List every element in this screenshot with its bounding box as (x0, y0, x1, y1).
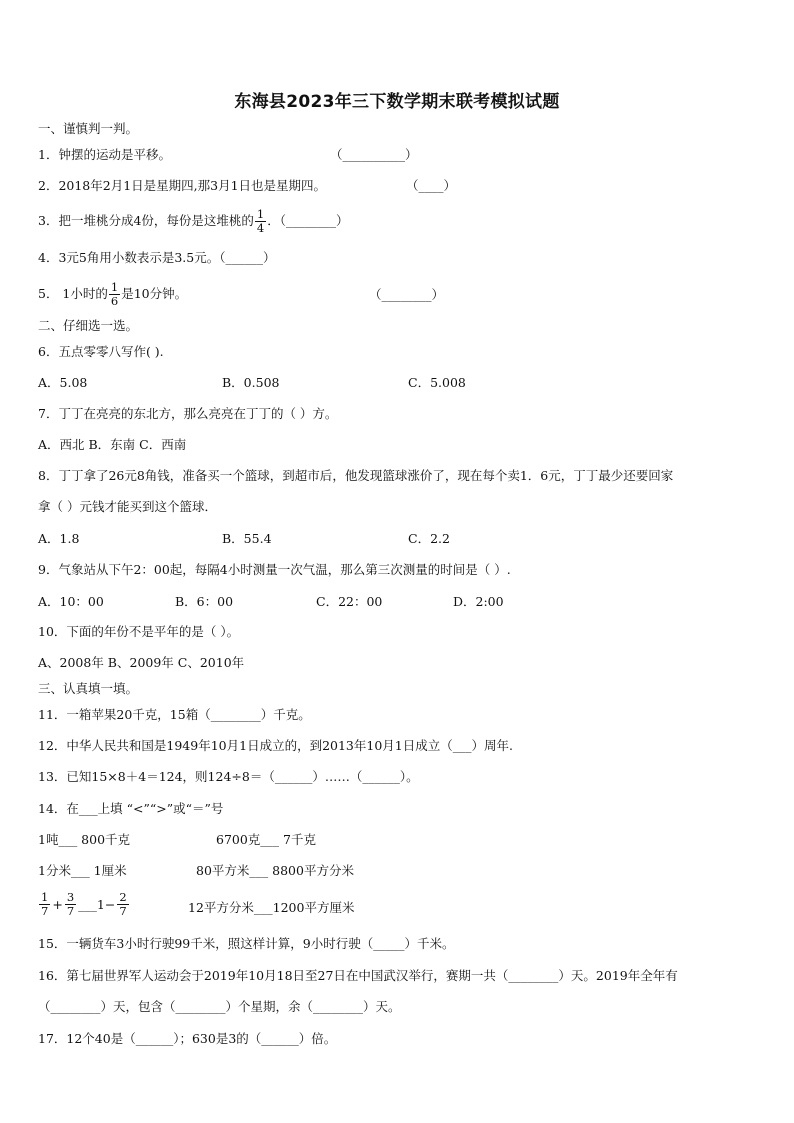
page-title: 东海县2023年三下数学期末联考模拟试题 (234, 92, 560, 112)
question-2 (38, 178, 326, 194)
answer-blank: （__________） (330, 147, 418, 162)
question-text: 1．钟摆的运动是平移。 (38, 147, 171, 162)
question-16-cont: （________）天，包含（________）个星期，余（________）天。 (38, 999, 401, 1014)
fraction: $\frac{1}{7}$ (41, 890, 49, 918)
section-heading: 一、谨慎判一判。 (38, 121, 139, 136)
compare-item: 80平方米___ 8800平方分米 (196, 863, 354, 878)
answer-blank: （____） (406, 178, 457, 193)
fraction: $\frac{1}{6}$ (110, 280, 119, 308)
answer-blank: （________） (369, 287, 445, 302)
question-7: 7．丁丁在亮亮的东北方，那么亮亮在丁丁的（ ）方。 (38, 406, 338, 421)
section-heading: 二、仔细选一选。 (38, 318, 139, 333)
option-a: A．5.08 (38, 375, 88, 390)
question-15: 15．一辆货车3小时行驶99千米，照这样计算，9小时行驶（_____）千米。 (38, 936, 455, 951)
compare-item: 1吨___ 800千克 (38, 832, 131, 847)
options-row: A．西北 B．东南 C．西南 (38, 437, 187, 452)
question-8: 8．丁丁拿了26元8角钱，准备买一个篮球，到超市后，他发现篮球涨价了，现在每个卖1．6元，丁丁最少还要回家 (38, 468, 674, 483)
option-b: B．0.508 (222, 375, 280, 390)
fraction: $\frac{1}{4}$ (256, 207, 265, 235)
question-text: ．（________） (267, 213, 349, 228)
question-text: 5． 1小时的 (38, 286, 108, 301)
question-13: 13．已知15×8＋4＝124，则124÷8＝（______）……（______）。 (38, 769, 419, 784)
fraction: $\frac{2}{7}$ (119, 890, 127, 918)
question-6: 6．五点零零八写作( ). (38, 344, 164, 359)
question-text: 是10分钟。 (121, 286, 188, 301)
option-b: B．6：00 (175, 594, 234, 609)
question-3 (38, 206, 349, 236)
question-8-cont: 拿（ ）元钱才能买到这个篮球． (38, 499, 217, 514)
question-10: 10．下面的年份不是平年的是（ ）。 (38, 624, 240, 639)
question-14: 14．在___上填 “<”“>”或“＝”号 (38, 801, 224, 816)
option-c: C．2.2 (408, 531, 450, 546)
question-4: 4．3元5角用小数表示是3.5元。（______） (38, 250, 276, 265)
question-12: 12．中华人民共和国是1949年10月1日成立的，到2013年10月1日成立（___）周年. (38, 738, 513, 753)
option-d: D．2:00 (453, 594, 504, 609)
option-c: C．22：00 (316, 594, 383, 609)
question-11: 11．一箱苹果20千克，15箱（________）千克。 (38, 707, 311, 722)
question-17: 17．12个40是（______）；630是3的（______）倍。 (38, 1031, 337, 1046)
section-heading: 三、认真填一填。 (38, 681, 139, 696)
fraction: $\frac{3}{7}$ (66, 890, 75, 918)
option-a: A．1.8 (38, 531, 80, 546)
question-1 (38, 147, 171, 163)
fraction-compare: $\frac{1}{7}$ + $\frac{3}{7}$ ___1− $\frac{2}{7}$ (41, 890, 127, 918)
compare-item: 1分米___ 1厘米 (38, 863, 127, 878)
option-c: C．5.008 (408, 375, 466, 390)
question-text: 2．2018年2月1日是星期四,那3月1日也是星期四。 (38, 178, 327, 193)
option-a: A．10：00 (38, 594, 104, 609)
options-row: A、2008年 B、2009年 C、2010年 (38, 655, 245, 670)
option-b: B．55.4 (222, 531, 272, 546)
question-5 (38, 279, 187, 309)
compare-item: 12平方分米___1200平方厘米 (188, 900, 355, 915)
question-text: 3．把一堆桃分成4份，每份是这堆桃的 (38, 213, 254, 228)
question-9: 9．气象站从下午2：00起，每隔4小时测量一次气温，那么第三次测量的时间是（ ）. (38, 562, 511, 577)
compare-item: 6700克___ 7千克 (216, 832, 316, 847)
question-16: 16．第七届世界军人运动会于2019年10月18日至27日在中国武汉举行，赛期一共（________）天。2019年全年有 (38, 968, 678, 983)
